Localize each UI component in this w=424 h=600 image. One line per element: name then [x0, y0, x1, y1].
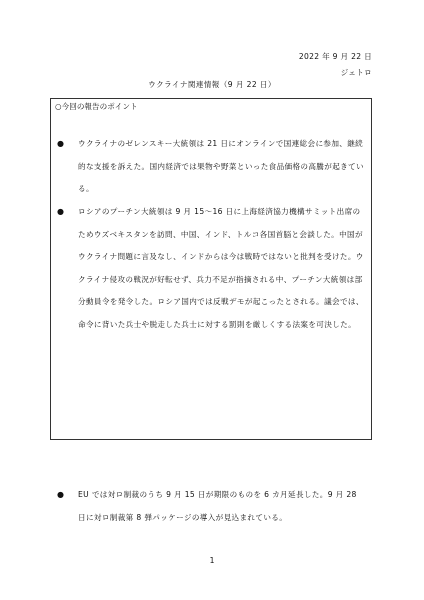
- bullet-icon: ●: [57, 139, 64, 148]
- report-point-text: ウクライナのゼレンスキー大統領は 21 日にオンラインで国連総会に参加、継続的な支援を訴えた。国内経済では果物や野菜といった食品価格の高騰が起きている。: [78, 139, 364, 193]
- document-title: ウクライナ関連情報（9 月 22 日）: [148, 80, 276, 89]
- organization-name: ジェトロ: [340, 68, 372, 77]
- report-point-text: EU では対ロ制裁のうち 9 月 15 日が期限のものを 6 カ月延長した。9 月 28 日に対ロ制裁第 8 弾パッケージの導入が見込まれている。: [78, 490, 357, 522]
- report-points-box: [50, 98, 372, 522]
- bullet-icon: ●: [57, 490, 64, 499]
- report-point-text: ロシアのプーチン大統領は 9 月 15～16 日に上海経済協力機構サミット出席のためウズベキスタンを訪問、中国、インド、トルコ各国首脳と会談した。中国がウクライナ問題に言及なし、インドからは今は戦時ではないと批判を受けた。ウクライナ侵攻の戦況が好転せず、兵力不足が指摘される中、プーチン大統領は部分動員令を発令した。ロシア国内では反戦デモが起こったとされる。議会では、命令に背いた兵士や脱走した兵士に対する罰則を厳しくする法案を可決した。: [78, 207, 364, 329]
- document-date: 2022 年 9 月 22 日: [298, 52, 372, 61]
- page-number: 1: [209, 556, 215, 565]
- report-points-heading: ○今回の報告のポイント: [55, 102, 138, 111]
- bullet-icon: ●: [57, 207, 64, 216]
